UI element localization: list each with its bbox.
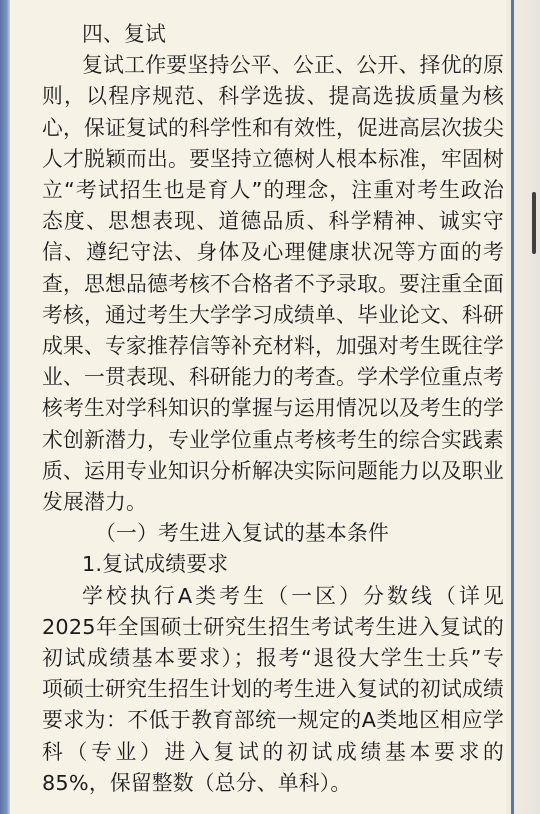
paragraph-line: 人才脱颖而出。要坚持立德树人根本标准，牢固树 [42,146,504,171]
paragraph-line: 查，思想品德考核不合格者不予录取。要注重全面 [42,271,504,296]
paragraph-line: 初试成绩基本要求）；报考“退役大学生士兵”专 [42,646,504,670]
paragraph-line: 核考生对学科知识的掌握与运用情况以及考生的学 [42,396,504,421]
subsection-heading: （一）考生进入复试的基本条件 [95,521,389,546]
paragraph-line: 复试工作要坚持公平、公正、公开、择优的原 [82,53,504,78]
paragraph-line: 要求为：不低于教育部统一规定的A类地区相应学 [42,708,504,733]
paragraph-line: 考核，通过考生大学学习成绩单、毕业论文、科研 [42,302,504,327]
paragraph-line: 85%，保留整数（总分、单科）。 [42,770,352,795]
section-heading: 四、复试 [82,22,166,46]
paragraph-line: 发展潜力。 [42,490,147,514]
paragraph-line: 态度、思想表现、道德品质、科学精神、诚实守 [42,209,504,234]
paragraph-line: 信、遵纪守法、身体及心理健康状况等方面的考 [42,240,504,265]
paragraph-line: 则，以程序规范、科学选拔、提高选拔质量为核 [42,84,504,109]
item-heading: 1.复试成绩要求 [82,552,229,577]
paragraph-line: 术创新潜力，专业学位重点考核考生的综合实践素 [42,427,504,452]
paragraph-line: 科（专业）进入复试的初试成绩基本要求的 [42,739,504,764]
paragraph-line: 业、一贯表现、科研能力的考查。学术学位重点考 [42,365,504,390]
paragraph-line: 学校执行A类考生（一区）分数线（详见 [82,583,504,608]
paragraph-line: 项硕士研究生招生计划的考生进入复试的初试成绩 [42,677,504,702]
paragraph-line: 质、运用专业知识分析解决实际问题能力以及职业 [42,458,504,483]
paragraph-line: 成果、专家推荐信等补充材料，加强对考生既往学 [42,334,504,358]
right-page-border [511,0,514,814]
paragraph-line: 2025年全国硕士研究生招生考试考生进入复试的 [42,614,504,639]
scrollbar-thumb[interactable] [532,192,536,254]
left-page-border [0,0,10,814]
paragraph-line: 立“考试招生也是育人”的理念，注重对考生政治 [42,178,504,202]
paragraph-line: 心，保证复试的科学性和有效性，促进高层次拔尖 [42,115,504,140]
